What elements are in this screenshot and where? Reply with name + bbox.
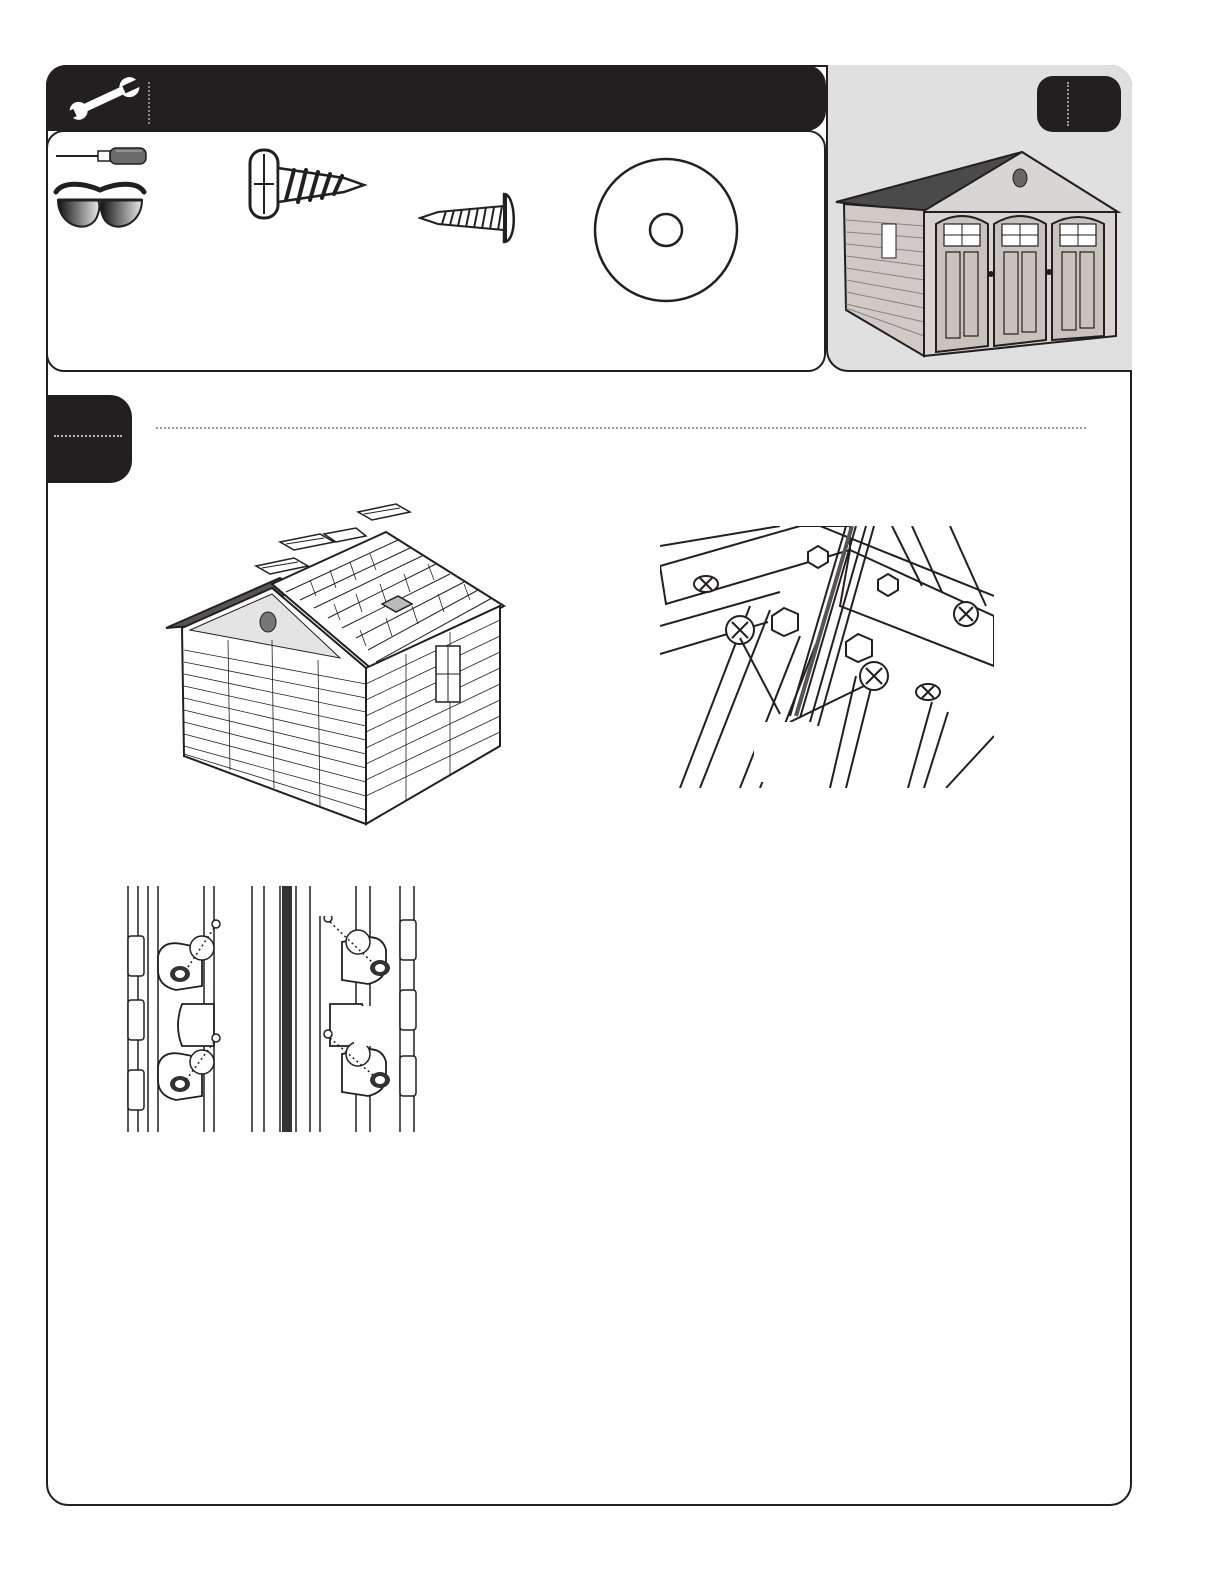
page-badge (1037, 76, 1121, 132)
step-tab-divider (54, 435, 122, 437)
header-bar (46, 65, 826, 131)
step-tab (46, 395, 132, 483)
safety-glasses-icon (52, 180, 148, 236)
washer-icon (592, 156, 740, 304)
ridge-bolt-detail-figure (660, 526, 994, 788)
page-badge-divider (1067, 82, 1069, 126)
step-rule (156, 427, 1086, 429)
screwdriver-icon (54, 146, 148, 166)
tool-tab (46, 65, 162, 131)
panel-screw-detail-figure (124, 886, 420, 1132)
wrench-icon (46, 65, 162, 131)
shed-preview-icon (832, 140, 1122, 360)
tab-notch (150, 65, 162, 77)
large-screw-icon (246, 148, 368, 222)
shed-roof-caps-figure (160, 500, 512, 834)
small-screw-icon (418, 190, 522, 246)
header-divider (148, 82, 150, 124)
